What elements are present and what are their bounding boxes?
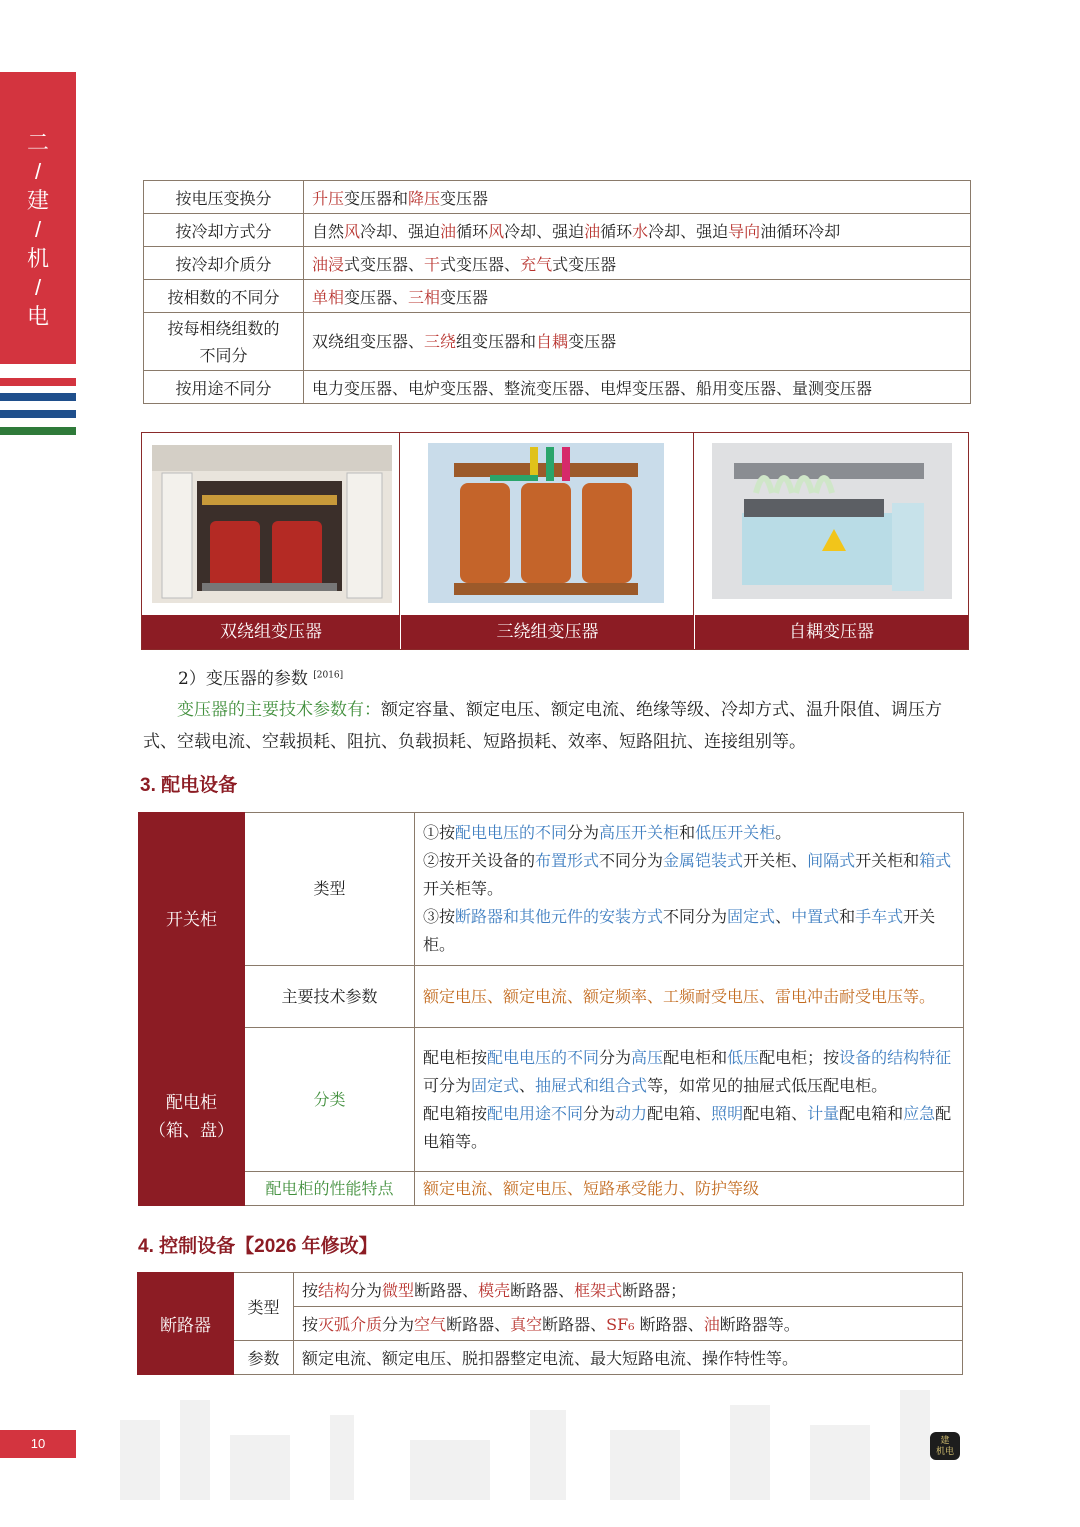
- classification-value-part: 自然: [312, 221, 345, 241]
- classification-value-part: 组变压器和: [456, 332, 537, 351]
- text-part: 、: [775, 907, 792, 926]
- text-part: 低压: [727, 1047, 760, 1067]
- publisher-logo-icon: [930, 1432, 960, 1460]
- classification-value-part: 冷却、强迫: [504, 221, 585, 241]
- breaker-type-row-2: [294, 1307, 963, 1341]
- classification-key: [144, 181, 304, 214]
- text-part: 框架式: [574, 1281, 623, 1300]
- classification-value-part: 变压器、: [344, 287, 409, 307]
- switchgear-param-label: 主要技术参数: [245, 966, 415, 1028]
- transformer-photos: [141, 432, 969, 650]
- classification-value-part: 水: [632, 221, 649, 241]
- text-part: ③按: [423, 907, 456, 926]
- classification-value-part: 循环: [600, 221, 633, 241]
- cabinet-class-line: [423, 1100, 955, 1156]
- text-part: 配电柜；按: [759, 1047, 840, 1067]
- text-part: SF₆: [606, 1315, 635, 1334]
- classification-value-part: 电力变压器、电炉变压器、整流变压器、电焊变压器、船用变压器、量测变压器: [312, 378, 873, 398]
- switchgear-type-line: [423, 847, 955, 903]
- classification-value-part: 三相: [408, 287, 441, 307]
- breaker-param-label: 参数: [234, 1341, 294, 1375]
- classification-value-part: 三绕: [424, 332, 457, 351]
- text-part: 固定式: [727, 907, 776, 926]
- text-part: 和: [839, 907, 856, 926]
- classification-value-part: 干: [424, 254, 441, 274]
- classification-value-part: 油循环冷却: [760, 221, 841, 241]
- autotransformer-photo: [694, 433, 968, 615]
- switchgear-type-content: [415, 813, 964, 966]
- text-part: 配电电压的不同: [455, 823, 568, 842]
- text-part: 抽屉式和组合式: [535, 1075, 648, 1095]
- text-part: 开关柜等。: [423, 879, 504, 898]
- chapter-tab-char: /: [34, 159, 42, 184]
- text-part: 结构: [318, 1281, 351, 1300]
- text-part: 微型: [382, 1281, 415, 1300]
- classification-value: [304, 181, 971, 214]
- text-part: 和: [679, 823, 696, 842]
- table-row: [144, 280, 971, 313]
- image-caption: 自耦变压器: [694, 615, 968, 649]
- logo-text: 机电: [935, 1446, 954, 1456]
- text-part: ②按开关设备的: [423, 851, 536, 870]
- cabinet-class-content: [415, 1028, 964, 1172]
- text-part: 配电箱、: [743, 1103, 808, 1123]
- text-part: 空气: [414, 1315, 447, 1334]
- text-part: 不同分为: [663, 907, 728, 926]
- classification-value-part: 风: [344, 221, 361, 241]
- classification-key: [144, 214, 304, 247]
- transformer-classification-table: [143, 180, 971, 404]
- text-part: 分为: [350, 1281, 383, 1300]
- text-part: 断路器、: [634, 1315, 704, 1334]
- cabinet-class-line: [423, 1044, 955, 1100]
- text-part: 分为: [382, 1315, 415, 1334]
- cabinet-perf-content: 额定电流、额定电压、短路承受能力、防护等级: [415, 1172, 964, 1206]
- breaker-label: 断路器: [138, 1273, 234, 1375]
- text-part: 箱式: [919, 851, 952, 870]
- stripe-green: [0, 427, 76, 435]
- text-part: 金属铠装式: [663, 851, 744, 870]
- classification-value-part: 式变压器、: [344, 254, 425, 274]
- breaker-param-content: 额定电流、额定电压、脱扣器整定电流、最大短路电流、操作特性等。: [294, 1341, 963, 1375]
- text-part: 断路器、: [510, 1281, 575, 1300]
- breaker-type-row-1: [294, 1273, 963, 1307]
- classification-value: [304, 214, 971, 247]
- three-coil-transformer-photo: [400, 433, 694, 615]
- chapter-tab-char: 机: [26, 246, 49, 271]
- text-part: 真空: [510, 1315, 543, 1334]
- text-part: 高压开关柜: [599, 823, 680, 842]
- text-part: 间隔式: [807, 851, 856, 870]
- text-part: 高压: [631, 1047, 664, 1067]
- text-part: 开关柜和: [855, 851, 920, 870]
- table-row: [144, 371, 971, 404]
- text-part: 应急: [903, 1103, 936, 1123]
- text-part: 固定式: [471, 1075, 520, 1095]
- text-part: 配电用途不同: [487, 1103, 584, 1123]
- text-part: 断路器、: [542, 1315, 607, 1334]
- classification-key-line: 按冷却介质分: [175, 254, 272, 274]
- text-part: 断路器等。: [719, 1315, 800, 1334]
- stripe-blue: [0, 393, 76, 401]
- switchgear-param-content: 额定电压、额定电流、额定频率、工频耐受电压、雷电冲击耐受电压等。: [415, 966, 964, 1028]
- classification-value-part: 式变压器、: [440, 254, 521, 274]
- switchgear-type-label: 类型: [245, 813, 415, 966]
- classification-value-part: 导向: [728, 221, 761, 241]
- classification-key-line: 不同分: [199, 345, 248, 365]
- breaker-type-label: 类型: [234, 1273, 294, 1341]
- table-row: [144, 181, 971, 214]
- exam-year-tag: [2016]: [313, 670, 344, 681]
- text-part: 低压开关柜: [695, 823, 776, 842]
- classification-key-line: 按电压变换分: [175, 188, 272, 208]
- text-part: 分为: [567, 823, 600, 842]
- text-part: 照明: [711, 1103, 744, 1123]
- text-part: 按: [302, 1281, 319, 1300]
- text-part: ①按: [423, 823, 456, 842]
- text-part: 可分为: [423, 1075, 472, 1095]
- text-part: 配电柜按: [423, 1047, 488, 1067]
- chapter-tab-char: 二: [26, 130, 49, 155]
- distribution-equipment-table: [138, 812, 964, 1206]
- classification-value-part: 变压器和: [344, 188, 409, 208]
- text-part: 模壳: [478, 1281, 511, 1300]
- classification-value-part: 双绕组变压器、: [312, 332, 425, 351]
- cabinet-label-line: （箱、盘）: [149, 1120, 234, 1140]
- control-equipment-table: [137, 1272, 963, 1375]
- classification-value-part: 冷却、强迫: [648, 221, 729, 241]
- logo-text: 建: [940, 1435, 950, 1445]
- text-part: 断路器、: [446, 1315, 511, 1334]
- classification-value-part: 油: [440, 221, 457, 241]
- classification-value: [304, 371, 971, 404]
- text-part: 配电箱和: [839, 1103, 904, 1123]
- text-part: 配电箱按: [423, 1103, 488, 1123]
- chapter-tab-char: 建: [26, 188, 49, 213]
- params-heading-text: 2）变压器的参数: [178, 669, 308, 689]
- text-part: 布置形式: [535, 851, 600, 870]
- chapter-tab-char: /: [34, 275, 42, 300]
- text-part: 等，如常见的抽屉式低压配电柜。: [647, 1075, 888, 1095]
- text-part: 配电柜和: [663, 1047, 728, 1067]
- text-part: 灭弧介质: [318, 1315, 383, 1334]
- classification-key-line: 按每相绕组数的: [167, 318, 280, 338]
- switchgear-type-line: [423, 903, 955, 959]
- classification-key-line: 按冷却方式分: [175, 221, 272, 241]
- text-part: 配电箱、: [647, 1103, 712, 1123]
- image-caption: 双绕组变压器: [142, 615, 400, 649]
- text-part: 开关柜。: [423, 907, 936, 954]
- text-part: 按: [302, 1315, 319, 1334]
- classification-value-part: 升压: [312, 188, 345, 208]
- classification-value-part: 油浸: [312, 254, 345, 274]
- stripe-blue-2: [0, 410, 76, 418]
- stripe-red: [0, 378, 76, 386]
- chapter-tab-text: [0, 128, 76, 331]
- classification-key: [144, 313, 304, 371]
- text-part: 开关柜、: [743, 851, 808, 870]
- text-part: 手车式: [855, 907, 904, 926]
- table-row: [144, 214, 971, 247]
- classification-value-part: 变压器: [568, 332, 617, 351]
- cabinet-perf-label: 配电柜的性能特点: [245, 1172, 415, 1206]
- params-paragraph: [143, 694, 973, 758]
- section-4-title: 4. 控制设备【2026 年修改】: [138, 1236, 378, 1257]
- page-number: 10: [0, 1430, 76, 1458]
- text-part: 动力: [615, 1103, 648, 1123]
- classification-value-part: 单相: [312, 287, 345, 307]
- params-heading: [178, 664, 343, 689]
- classification-value-part: 充气: [520, 254, 553, 274]
- classification-key: [144, 247, 304, 280]
- table-row: [144, 313, 971, 371]
- classification-value: [304, 247, 971, 280]
- text-part: 油: [703, 1315, 720, 1334]
- classification-value-part: 变压器: [440, 287, 489, 307]
- params-lead: 变压器的主要技术参数有：: [177, 700, 381, 720]
- switchgear-label: 开关柜: [139, 813, 245, 1028]
- classification-key: [144, 280, 304, 313]
- skyline-watermark-icon: [110, 1380, 970, 1500]
- classification-value: [304, 313, 971, 371]
- image-caption: 三绕组变压器: [400, 615, 694, 649]
- classification-value-part: 降压: [408, 188, 441, 208]
- table-row: [144, 247, 971, 280]
- chapter-tab-char: /: [34, 217, 42, 242]
- text-part: 配电箱等。: [423, 1103, 952, 1151]
- text-part: 断路器；: [622, 1281, 687, 1300]
- text-part: 计量: [807, 1103, 840, 1123]
- cabinet-class-label: 分类: [245, 1028, 415, 1172]
- text-part: 分为: [599, 1047, 632, 1067]
- text-part: 、: [519, 1075, 536, 1095]
- classification-value-part: 风: [488, 221, 505, 241]
- text-part: 设备的结构特征: [839, 1047, 952, 1067]
- cabinet-label-line: 配电柜: [166, 1092, 217, 1112]
- cabinet-label: [139, 1028, 245, 1206]
- classification-value-part: 式变压器: [552, 254, 617, 274]
- switchgear-type-line: [423, 819, 955, 847]
- classification-value-part: 变压器: [440, 188, 489, 208]
- params-body: 额定容量、额定电压、额定电流、绝缘等级、冷却方式、温升限值、调压方式、空载电流、空载损耗、阻抗、负载损耗、短路损耗、效率、短路阻抗、连接组别等。: [143, 700, 942, 752]
- classification-key: [144, 371, 304, 404]
- text-part: 。: [775, 823, 792, 842]
- text-part: 配电电压的不同: [487, 1047, 600, 1067]
- text-part: 中置式: [791, 907, 840, 926]
- text-part: 不同分为: [599, 851, 664, 870]
- classification-value-part: 油: [584, 221, 601, 241]
- chapter-tab-char: 电: [26, 304, 49, 329]
- classification-value-part: 冷却、强迫: [360, 221, 441, 241]
- dry-type-transformer-photo: [142, 433, 400, 615]
- text-part: 分为: [583, 1103, 616, 1123]
- classification-value-part: 自耦: [536, 332, 569, 351]
- text-part: 断路器、: [414, 1281, 479, 1300]
- classification-value: [304, 280, 971, 313]
- section-3-title: 3. 配电设备: [140, 775, 238, 796]
- text-part: 断路器和其他元件的安装方式: [455, 907, 664, 926]
- classification-value-part: 循环: [456, 221, 489, 241]
- classification-key-line: 按用途不同分: [175, 378, 272, 398]
- classification-key-line: 按相数的不同分: [167, 287, 280, 307]
